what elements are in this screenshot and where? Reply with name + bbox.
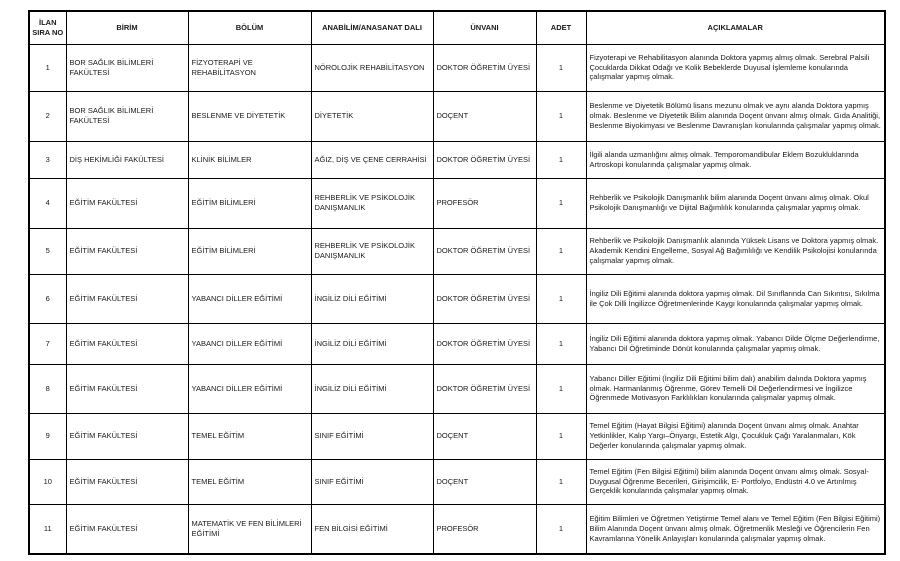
cell-birim: EĞİTİM FAKÜLTESİ (66, 459, 188, 504)
cell-aciklama: İlgili alanda uzmanlığını almış olmak. Temporomandibular Eklem Bozukluklarında Artroskopi konularında çalışmalar yapmış olmak. (586, 141, 885, 178)
table-row (29, 141, 885, 178)
cell-bolum: TEMEL EĞİTİM (188, 459, 311, 504)
cell-birim: BOR SAĞLIK BİLİMLERİ FAKÜLTESİ (66, 91, 188, 141)
header-row (29, 11, 885, 44)
cell-birim: EĞİTİM FAKÜLTESİ (66, 504, 188, 554)
cell-adet: 1 (536, 323, 586, 364)
cell-birim: BOR SAĞLIK BİLİMLERİ FAKÜLTESİ (66, 44, 188, 91)
cell-unvan: PROFESÖR (433, 504, 536, 554)
table-row (29, 323, 885, 364)
cell-aciklama: Temel Eğitim (Fen Bilgisi Eğitimi) bilim alanında Doçent ünvanı almış olmak. Sosyal-Duygusal Öğrenme Becerileri, Girişimcilik, E- Portfolyo, Endüstri 4.0 ve Artırılmış Gerçeklik konularında çalışmalar yapmış olmak. (586, 459, 885, 504)
cell-birim: EĞİTİM FAKÜLTESİ (66, 323, 188, 364)
cell-sira-no: 7 (29, 323, 66, 364)
cell-unvan: DOKTOR ÖĞRETİM ÜYESİ (433, 141, 536, 178)
cell-birim: EĞİTİM FAKÜLTESİ (66, 413, 188, 459)
cell-anabilim: REHBERLİK VE PSİKOLOJİK DANIŞMANLIK (311, 178, 433, 228)
cell-anabilim: AĞIZ, DİŞ VE ÇENE CERRAHİSİ (311, 141, 433, 178)
cell-unvan: DOÇENT (433, 91, 536, 141)
cell-adet: 1 (536, 44, 586, 91)
cell-anabilim: DİYETETİK (311, 91, 433, 141)
table-row (29, 44, 885, 91)
cell-unvan: DOÇENT (433, 413, 536, 459)
cell-adet: 1 (536, 141, 586, 178)
cell-aciklama: İngiliz Dili Eğitimi alanında doktora yapmış olmak. Dil Sınıflarında Can Sıkıntısı, Sıkılma ile Çok Dilli İngilizce Öğretmenlerinde Kaygı konularında çalışmalar yapmış olmak. (586, 274, 885, 323)
col-header-adet: ADET (536, 11, 586, 44)
cell-adet: 1 (536, 504, 586, 554)
cell-sira-no: 5 (29, 228, 66, 274)
cell-birim: EĞİTİM FAKÜLTESİ (66, 178, 188, 228)
cell-aciklama: İngiliz Dili Eğitimi alanında doktora yapmış olmak. Yabancı Dilde Ölçme Değerlendirme, Yabancı Dil Öğretiminde Dönüt konularında çalışmalar yapmış olmak. (586, 323, 885, 364)
cell-sira-no: 6 (29, 274, 66, 323)
cell-sira-no: 9 (29, 413, 66, 459)
cell-adet: 1 (536, 91, 586, 141)
cell-anabilim: İNGİLİZ DİLİ EĞİTİMİ (311, 364, 433, 413)
cell-aciklama: Yabancı Diller Eğitimi (İngiliz Dili Eğitimi bilim dalı) anabilim dalında Doktora yapmış olmak. Harmanlanmış Öğrenme, Görev Temelli Dil Değerlendirmesi ve İngilizce Öğrenmede Motivasyon Farklılıkları konularında çalışmalar yapmış olmak. (586, 364, 885, 413)
cell-anabilim: İNGİLİZ DİLİ EĞİTİMİ (311, 274, 433, 323)
cell-birim: EĞİTİM FAKÜLTESİ (66, 228, 188, 274)
cell-anabilim: SINIF EĞİTİMİ (311, 459, 433, 504)
job-postings-table (28, 10, 886, 555)
cell-adet: 1 (536, 274, 586, 323)
cell-bolum: YABANCI DİLLER EĞİTİMİ (188, 364, 311, 413)
cell-sira-no: 4 (29, 178, 66, 228)
cell-sira-no: 10 (29, 459, 66, 504)
cell-bolum: YABANCI DİLLER EĞİTİMİ (188, 323, 311, 364)
cell-sira-no: 2 (29, 91, 66, 141)
table-body (29, 44, 885, 554)
col-header-bolum: BÖLÜM (188, 11, 311, 44)
cell-aciklama: Fizyoterapi ve Rehabilitasyon alanında Doktora yapmış almış olmak. Serebral Palsili Çocuklarda Dikkat Odağı ve Kolik Bebeklerde Duyusal İşlemleme konularında çalışmalar yapmış olmak. (586, 44, 885, 91)
cell-bolum: YABANCI DİLLER EĞİTİMİ (188, 274, 311, 323)
cell-bolum: EĞİTİM BİLİMLERİ (188, 178, 311, 228)
cell-unvan: DOKTOR ÖĞRETİM ÜYESİ (433, 364, 536, 413)
cell-aciklama: Temel Eğitim (Hayat Bilgisi Eğitimi) alanında Doçent ünvanı almış olmak. Anahtar Yetkinlikler, Kalıp Yargı–Önyargı, Estetik Algı, Çocukluk Çağı Yaralanmaları, Kök Değerler konularında çalışmalar yapmış olmak. (586, 413, 885, 459)
cell-bolum: FİZYOTERAPİ VE REHABİLİTASYON (188, 44, 311, 91)
cell-bolum: KLİNİK BİLİMLER (188, 141, 311, 178)
cell-anabilim: İNGİLİZ DİLİ EĞİTİMİ (311, 323, 433, 364)
cell-adet: 1 (536, 364, 586, 413)
table-row (29, 504, 885, 554)
cell-sira-no: 1 (29, 44, 66, 91)
cell-bolum: BESLENME VE DİYETETİK (188, 91, 311, 141)
cell-bolum: EĞİTİM BİLİMLERİ (188, 228, 311, 274)
cell-aciklama: Rehberlik ve Psikolojik Danışmanlık bilim alanında Doçent ünvanı almış olmak. Okul Psikolojik Danışmanlığı ve Dijital Bağımlılık konularında çalışmalar yapmış olmak. (586, 178, 885, 228)
cell-adet: 1 (536, 459, 586, 504)
cell-birim: EĞİTİM FAKÜLTESİ (66, 274, 188, 323)
table-row (29, 91, 885, 141)
table-row (29, 413, 885, 459)
cell-bolum: TEMEL EĞİTİM (188, 413, 311, 459)
table-row (29, 178, 885, 228)
cell-anabilim: SINIF EĞİTİMİ (311, 413, 433, 459)
cell-unvan: DOKTOR ÖĞRETİM ÜYESİ (433, 228, 536, 274)
cell-adet: 1 (536, 228, 586, 274)
cell-sira-no: 3 (29, 141, 66, 178)
cell-unvan: DOKTOR ÖĞRETİM ÜYESİ (433, 44, 536, 91)
cell-birim: DİŞ HEKİMLİĞİ FAKÜLTESİ (66, 141, 188, 178)
cell-birim: EĞİTİM FAKÜLTESİ (66, 364, 188, 413)
table-row (29, 228, 885, 274)
cell-aciklama: Eğitim Bilimleri ve Öğretmen Yetiştirme Temel alanı ve Temel Eğitim (Fen Bilgisi Eğitimi) Bilim Alanında Doçent ünvanı almış olmak. Öğretmenlik Mesleği ve Öğrencilerin Fen Kavramlarına Yönelik Anlayışları konularında çalışmalar yapmış olmak. (586, 504, 885, 554)
table-row (29, 274, 885, 323)
col-header-birim: BİRİM (66, 11, 188, 44)
cell-unvan: PROFESÖR (433, 178, 536, 228)
table-row (29, 459, 885, 504)
cell-adet: 1 (536, 178, 586, 228)
cell-anabilim: REHBERLİK VE PSİKOLOJİK DANIŞMANLIK (311, 228, 433, 274)
cell-unvan: DOÇENT (433, 459, 536, 504)
col-header-anabilim-anasanat-dali: ANABİLİM/ANASANAT DALI (311, 11, 433, 44)
cell-adet: 1 (536, 413, 586, 459)
col-header-aciklamalar: AÇIKLAMALAR (586, 11, 885, 44)
table-row (29, 364, 885, 413)
cell-aciklama: Beslenme ve Diyetetik Bölümü lisans mezunu olmak ve aynı alanda Doktora yapmış olmak. Beslenme ve Diyetetik Bilim alanında Doçent ünvanı almış olmak. Gıda Analitiği, Beslenme Biyokimyası ve Beslenme Davranışları konularında çalışmalar yapmış olmak. (586, 91, 885, 141)
cell-anabilim: NÖROLOJİK REHABİLİTASYON (311, 44, 433, 91)
cell-sira-no: 8 (29, 364, 66, 413)
cell-unvan: DOKTOR ÖĞRETİM ÜYESİ (433, 323, 536, 364)
cell-sira-no: 11 (29, 504, 66, 554)
cell-anabilim: FEN BİLGİSİ EĞİTİMİ (311, 504, 433, 554)
cell-bolum: MATEMATİK VE FEN BİLİMLERİ EĞİTİMİ (188, 504, 311, 554)
cell-aciklama: Rehberlik ve Psikolojik Danışmanlık alanında Yüksek Lisans ve Doktora yapmış olmak. Akademik Kendini Engelleme, Sosyal Ağ Bağımlılığı ve Kendilik Psikolojisi konularında çalışmalar yapmış olmak. (586, 228, 885, 274)
cell-unvan: DOKTOR ÖĞRETİM ÜYESİ (433, 274, 536, 323)
col-header-unvani: ÜNVANI (433, 11, 536, 44)
col-header-ilan-sira-no: İLAN SIRA NO (29, 11, 66, 44)
